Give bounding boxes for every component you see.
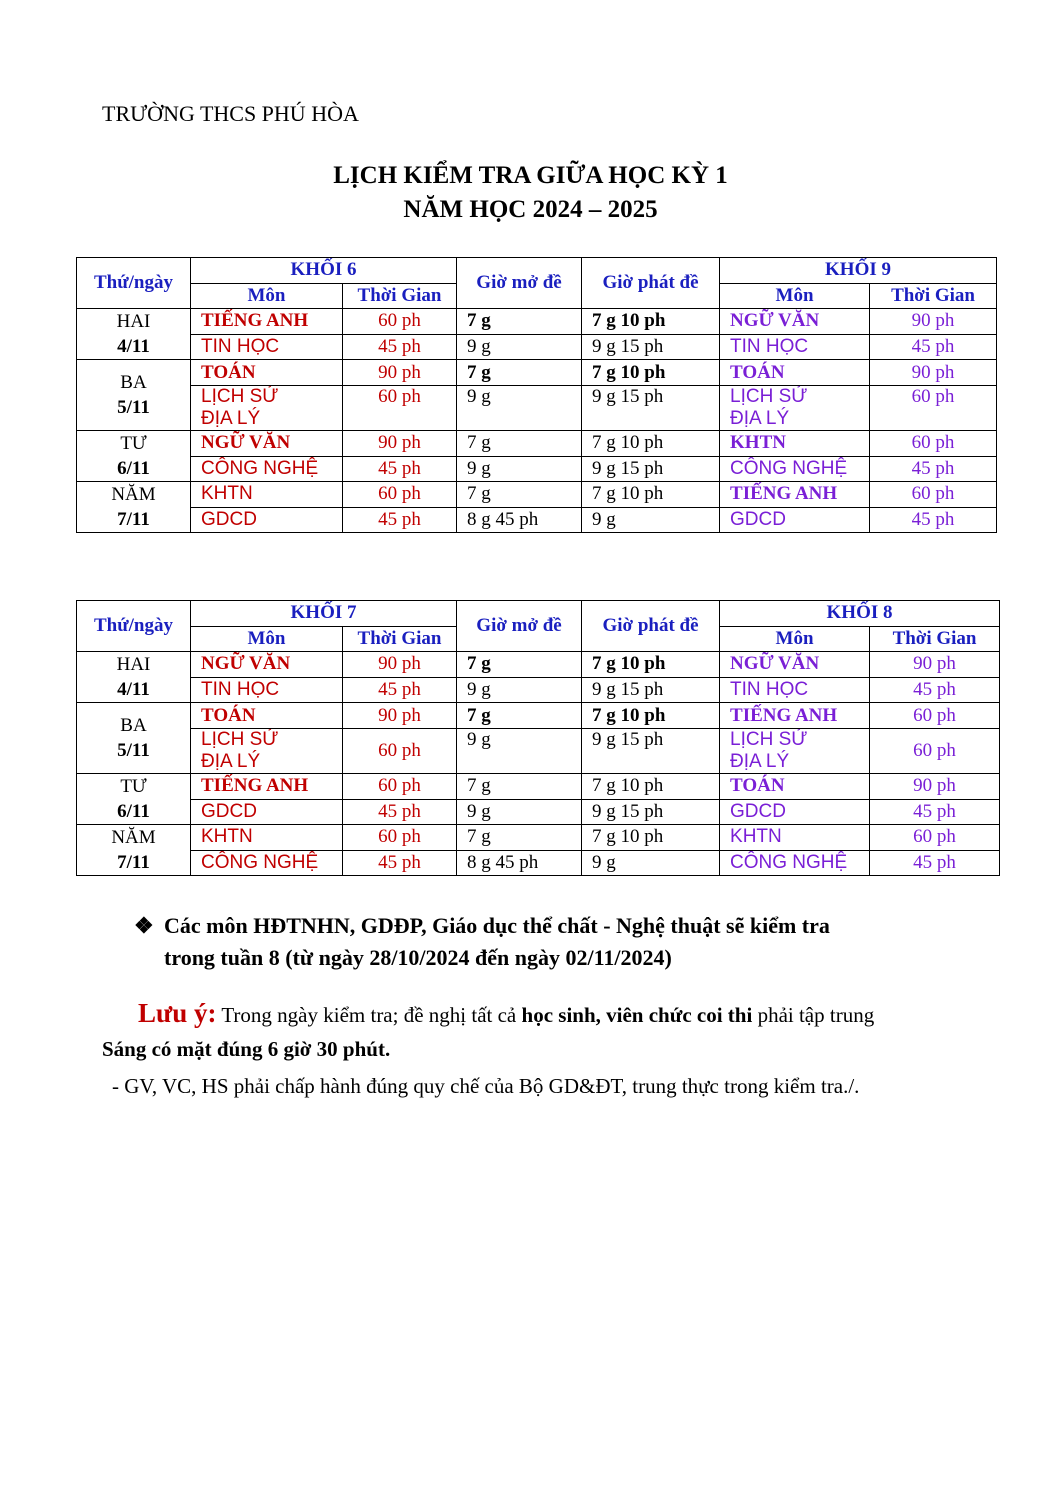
duration-cell: 90 ph: [870, 309, 997, 335]
note-other-subjects: [134, 910, 830, 974]
bullet-diamond-icon: ❖: [134, 913, 154, 938]
day-date: 6/11: [117, 457, 150, 479]
day-date: 7/11: [117, 851, 150, 873]
open-time-cell: 7 g: [457, 309, 582, 335]
header-subject: Môn: [191, 626, 343, 652]
attention-time: Sáng có mặt đúng 6 giờ 30 phút.: [102, 1037, 391, 1061]
open-time-cell: 7 g: [457, 825, 582, 851]
header-day: Thứ/ngày: [77, 258, 191, 309]
note-attention: [102, 996, 982, 1066]
duration-cell: 90 ph: [870, 773, 1000, 799]
subject-cell: NGỮ VĂN: [720, 652, 870, 678]
header-open-time: Giờ mở đề: [457, 258, 582, 309]
day-date: 6/11: [117, 800, 150, 822]
subject-cell: TIẾNG ANH: [191, 309, 343, 335]
school-name: TRƯỜNG THCS PHÚ HÒA: [102, 101, 359, 126]
duration-cell: 60 ph: [343, 773, 457, 799]
day-name: NĂM: [111, 826, 156, 848]
distribute-time-cell: 9 g: [582, 507, 720, 533]
day-cell: [77, 773, 191, 824]
distribute-time-cell: 9 g 15 ph: [582, 385, 720, 430]
subject-cell: TOÁN: [191, 360, 343, 386]
subject-line: ĐỊA LÝ: [730, 750, 790, 772]
distribute-time-cell: 7 g 10 ph: [582, 360, 720, 386]
header-grade-7: KHỐI 7: [191, 601, 457, 627]
duration-cell: 60 ph: [870, 385, 997, 430]
header-grade-6: KHỐI 6: [191, 258, 457, 284]
duration-cell: 90 ph: [343, 430, 457, 456]
day-date: 7/11: [117, 508, 150, 530]
duration-cell: 60 ph: [343, 309, 457, 335]
table-row: [77, 309, 997, 335]
subject-line: ĐỊA LÝ: [201, 750, 261, 772]
distribute-time-cell: 9 g 15 ph: [582, 799, 720, 825]
distribute-time-cell: 7 g 10 ph: [582, 773, 720, 799]
open-time-cell: 9 g: [457, 385, 582, 430]
duration-cell: 60 ph: [870, 728, 1000, 773]
open-time-cell: 7 g: [457, 773, 582, 799]
header-duration: Thời Gian: [870, 283, 997, 309]
duration-cell: 45 ph: [343, 850, 457, 876]
day-cell: [77, 825, 191, 876]
distribute-time-cell: 7 g 10 ph: [582, 482, 720, 508]
attention-label: Lưu ý:: [138, 998, 217, 1028]
duration-cell: 45 ph: [870, 850, 1000, 876]
distribute-time-cell: 9 g 15 ph: [582, 456, 720, 482]
subject-cell: NGỮ VĂN: [720, 309, 870, 335]
subject-cell: GDCD: [720, 799, 870, 825]
distribute-time-cell: 7 g 10 ph: [582, 430, 720, 456]
duration-cell: 45 ph: [870, 799, 1000, 825]
subject-line: LỊCH SỬ: [730, 728, 808, 750]
header-grade-9: KHỐI 9: [720, 258, 997, 284]
day-date: 4/11: [117, 335, 150, 357]
duration-cell: 45 ph: [343, 507, 457, 533]
header-duration: Thời Gian: [870, 626, 1000, 652]
day-date: 5/11: [117, 739, 150, 761]
subject-cell: TOÁN: [191, 703, 343, 729]
subject-cell: TOÁN: [720, 360, 870, 386]
table-row: [77, 773, 1000, 799]
open-time-cell: 7 g: [457, 482, 582, 508]
subject-cell: [720, 385, 870, 430]
school-year: NĂM HỌC 2024 – 2025: [403, 196, 658, 223]
subject-cell: CÔNG NGHỆ: [191, 850, 343, 876]
subject-cell: [720, 728, 870, 773]
duration-cell: 60 ph: [870, 482, 997, 508]
subject-cell: KHTN: [191, 482, 343, 508]
header-subject: Môn: [720, 283, 870, 309]
duration-cell: 90 ph: [870, 652, 1000, 678]
day-cell: [77, 652, 191, 703]
subject-cell: TIẾNG ANH: [191, 773, 343, 799]
day-cell: [77, 703, 191, 774]
open-time-cell: 7 g: [457, 360, 582, 386]
subject-cell: KHTN: [720, 430, 870, 456]
table-row: [77, 850, 1000, 876]
subject-cell: GDCD: [191, 507, 343, 533]
subject-cell: KHTN: [191, 825, 343, 851]
subject-cell: NGỮ VĂN: [191, 652, 343, 678]
distribute-time-cell: 9 g 15 ph: [582, 677, 720, 703]
open-time-cell: 9 g: [457, 334, 582, 360]
day-name: TƯ: [120, 432, 147, 454]
open-time-cell: 7 g: [457, 652, 582, 678]
distribute-time-cell: 7 g 10 ph: [582, 652, 720, 678]
duration-cell: 90 ph: [343, 652, 457, 678]
open-time-cell: 9 g: [457, 677, 582, 703]
duration-cell: 60 ph: [343, 385, 457, 430]
header-duration: Thời Gian: [343, 626, 457, 652]
header-distribute-time: Giờ phát đề: [582, 601, 720, 652]
table-row: [77, 507, 997, 533]
day-cell: [77, 309, 191, 360]
duration-cell: 45 ph: [870, 456, 997, 482]
day-date: 5/11: [117, 396, 150, 418]
duration-cell: 45 ph: [870, 677, 1000, 703]
duration-cell: 60 ph: [343, 825, 457, 851]
header-day: Thứ/ngày: [77, 601, 191, 652]
subject-cell: [191, 385, 343, 430]
subject-cell: TIN HỌC: [720, 677, 870, 703]
table-row: [77, 728, 1000, 773]
subject-cell: TIẾNG ANH: [720, 703, 870, 729]
day-name: TƯ: [120, 775, 147, 797]
subject-line: ĐỊA LÝ: [201, 407, 261, 429]
header-subject: Môn: [191, 283, 343, 309]
day-date: 4/11: [117, 678, 150, 700]
header-subject: Môn: [720, 626, 870, 652]
duration-cell: 60 ph: [870, 703, 1000, 729]
duration-cell: 60 ph: [870, 430, 997, 456]
duration-cell: 45 ph: [343, 677, 457, 703]
note-line: Các môn HĐTNHN, GDĐP, Giáo dục thể chất - Nghệ thuật sẽ kiểm tra: [164, 913, 830, 938]
table-row: [77, 430, 997, 456]
duration-cell: 90 ph: [343, 360, 457, 386]
subject-cell: CÔNG NGHỆ: [720, 850, 870, 876]
open-time-cell: 8 g 45 ph: [457, 507, 582, 533]
subject-cell: GDCD: [191, 799, 343, 825]
table-row: [77, 677, 1000, 703]
subject-cell: CÔNG NGHỆ: [191, 456, 343, 482]
duration-cell: 45 ph: [343, 799, 457, 825]
subject-cell: TOÁN: [720, 773, 870, 799]
duration-cell: 45 ph: [870, 334, 997, 360]
duration-cell: 45 ph: [343, 334, 457, 360]
table-row: [77, 385, 997, 430]
header-duration: Thời Gian: [343, 283, 457, 309]
day-name: BA: [120, 371, 147, 393]
duration-cell: 90 ph: [343, 703, 457, 729]
open-time-cell: 9 g: [457, 728, 582, 773]
header-distribute-time: Giờ phát đề: [582, 258, 720, 309]
duration-cell: 60 ph: [343, 482, 457, 508]
open-time-cell: 9 g: [457, 799, 582, 825]
day-name: HAI: [116, 310, 151, 332]
distribute-time-cell: 7 g 10 ph: [582, 703, 720, 729]
day-cell: [77, 360, 191, 431]
open-time-cell: 7 g: [457, 430, 582, 456]
day-name: NĂM: [111, 483, 156, 505]
subject-cell: GDCD: [720, 507, 870, 533]
table-row: [77, 825, 1000, 851]
subject-line: LỊCH SỬ: [201, 728, 279, 750]
attention-text: phải tập trung: [752, 1003, 875, 1027]
subject-cell: TIN HỌC: [720, 334, 870, 360]
duration-cell: 45 ph: [343, 456, 457, 482]
duration-cell: 45 ph: [870, 507, 997, 533]
subject-cell: NGỮ VĂN: [191, 430, 343, 456]
open-time-cell: 7 g: [457, 703, 582, 729]
subject-line: ĐỊA LÝ: [730, 407, 790, 429]
table-row: [77, 703, 1000, 729]
attention-text: Trong ngày kiểm tra; đề nghị tất cả: [216, 1003, 522, 1027]
day-name: BA: [120, 714, 147, 736]
table-row: [77, 482, 997, 508]
subject-cell: TIN HỌC: [191, 677, 343, 703]
subject-cell: TIẾNG ANH: [720, 482, 870, 508]
subject-line: LỊCH SỬ: [201, 385, 279, 407]
schedule-table-grade-7-8: [76, 600, 1000, 876]
header-grade-8: KHỐI 8: [720, 601, 1000, 627]
distribute-time-cell: 9 g 15 ph: [582, 728, 720, 773]
subject-cell: CÔNG NGHỆ: [720, 456, 870, 482]
table-row: [77, 799, 1000, 825]
attention-bold: học sinh, viên chức coi thi: [521, 1003, 753, 1027]
duration-cell: 90 ph: [870, 360, 997, 386]
note-line: trong tuần 8 (từ ngày 28/10/2024 đến ngày 02/11/2024): [164, 945, 672, 970]
day-cell: [77, 482, 191, 533]
subject-cell: KHTN: [720, 825, 870, 851]
open-time-cell: 8 g 45 ph: [457, 850, 582, 876]
page-title: LỊCH KIỂM TRA GIỮA HỌC KỲ 1: [333, 162, 728, 189]
subject-line: LỊCH SỬ: [730, 385, 808, 407]
duration-cell: 60 ph: [343, 728, 457, 773]
distribute-time-cell: 7 g 10 ph: [582, 825, 720, 851]
subject-cell: TIN HỌC: [191, 334, 343, 360]
schedule-table-grade-6-9: [76, 257, 997, 533]
table-row: [77, 456, 997, 482]
open-time-cell: 9 g: [457, 456, 582, 482]
distribute-time-cell: 9 g 15 ph: [582, 334, 720, 360]
distribute-time-cell: 9 g: [582, 850, 720, 876]
table-row: [77, 652, 1000, 678]
table-row: [77, 360, 997, 386]
table-row: [77, 334, 997, 360]
header-open-time: Giờ mở đề: [457, 601, 582, 652]
subject-cell: [191, 728, 343, 773]
duration-cell: 60 ph: [870, 825, 1000, 851]
day-name: HAI: [116, 653, 151, 675]
distribute-time-cell: 7 g 10 ph: [582, 309, 720, 335]
day-cell: [77, 430, 191, 481]
note-rules: - GV, VC, HS phải chấp hành đúng quy chế của Bộ GD&ĐT, trung thực trong kiểm tra./.: [112, 1074, 860, 1098]
